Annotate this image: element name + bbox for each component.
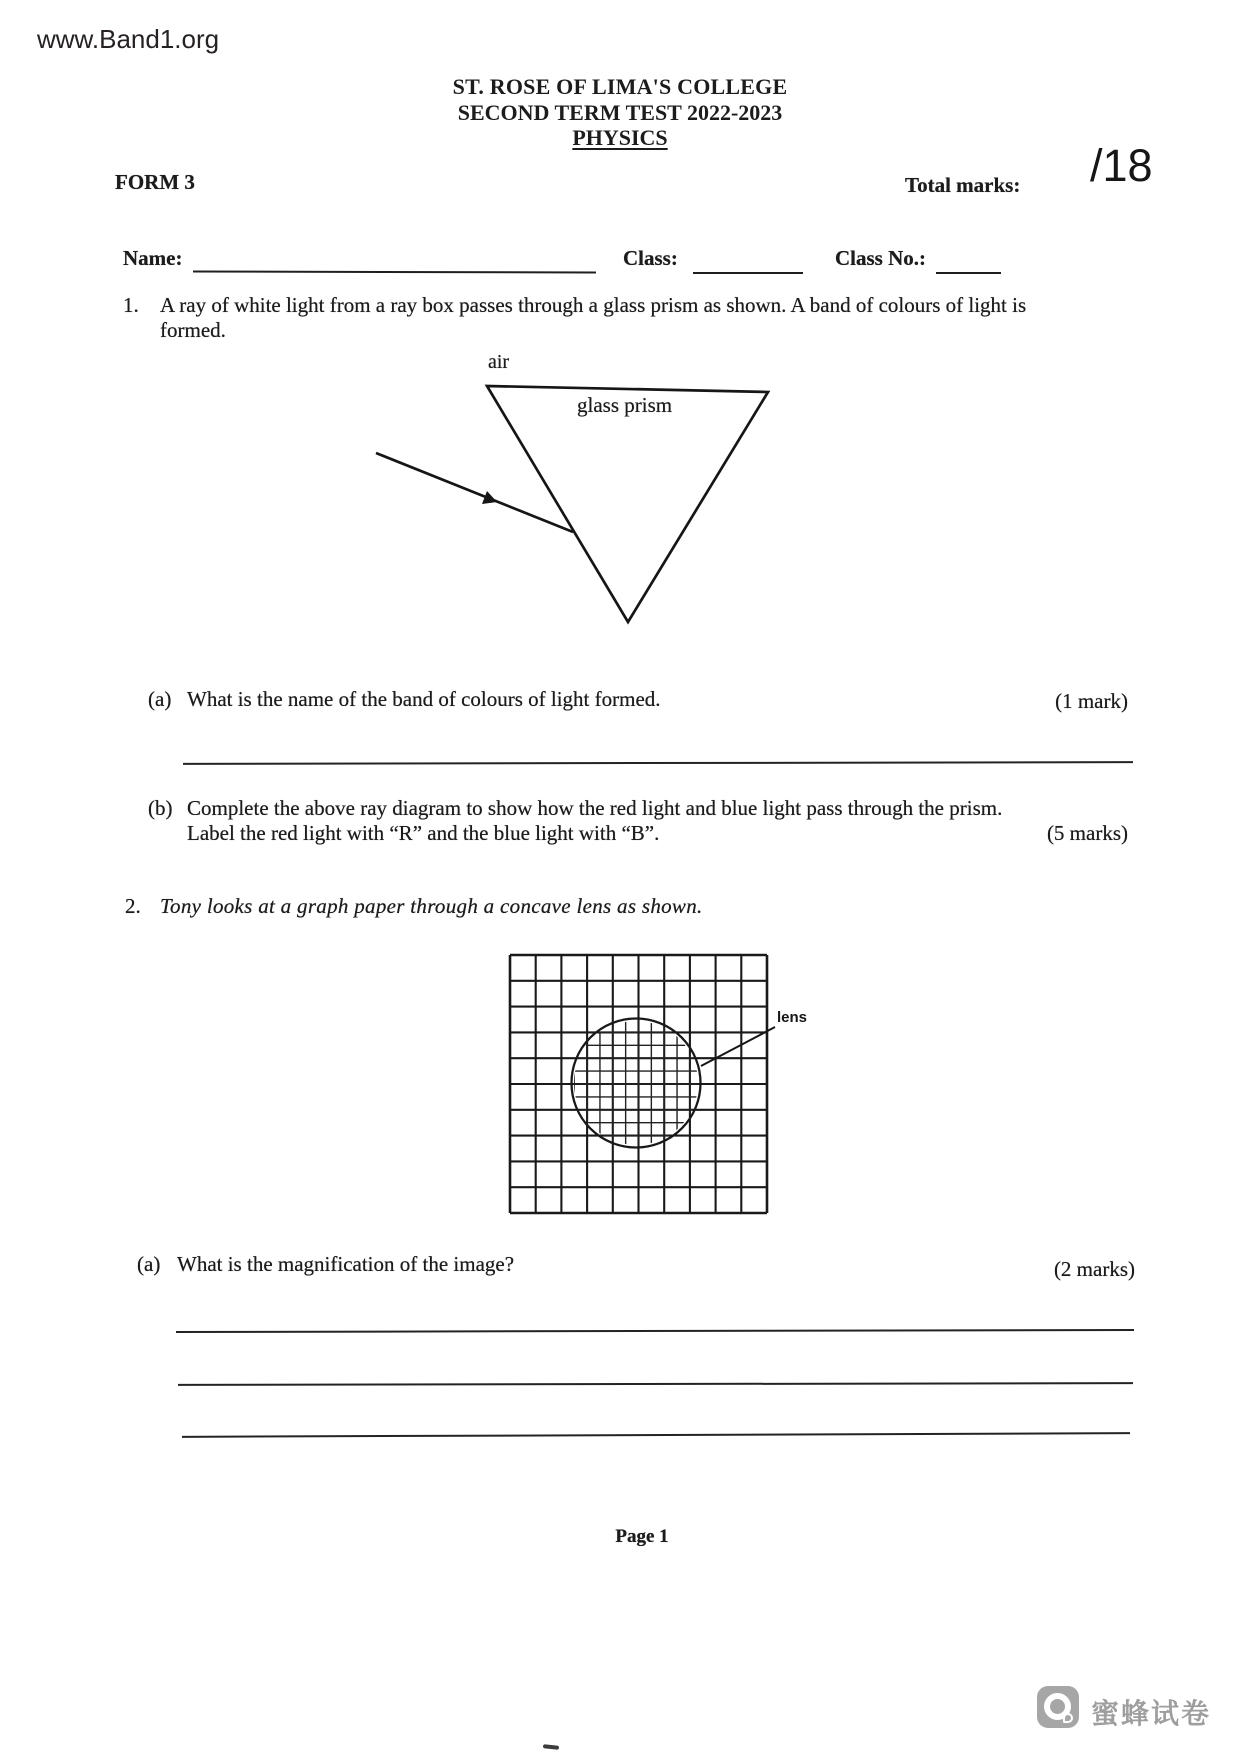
graph-grid [510,955,767,1213]
air-label: air [488,351,510,373]
graph-paper-diagram [510,955,775,1213]
class-field-line[interactable] [693,272,803,274]
lens-circle [572,1019,701,1148]
scan-artifact [543,1744,559,1750]
glass-prism-label: glass prism [577,393,673,417]
logo-bee-dot [1063,1713,1073,1723]
test-title: SECOND TERM TEST 2022-2023 [457,100,783,125]
q1b-text-line2: Label the red light with “R” and the blue light with “B”. [187,821,660,845]
q2a-marks: (2 marks) [1053,1257,1135,1281]
prism-diagram [376,386,768,622]
subject-title: PHYSICS [572,125,668,150]
q2a-answer-line-3[interactable] [182,1432,1130,1438]
ray-arrowhead [482,491,497,504]
q1-text-line2: formed. [160,318,226,342]
site-watermark: www.Band1.org [37,24,220,54]
name-field-line[interactable] [193,270,596,273]
total-marks-value: /18 [1090,140,1153,191]
q1b-label: (b) [148,796,173,820]
bee-exam-logo-icon [1037,1686,1079,1728]
lens-label: lens [777,1009,808,1026]
q1a-label: (a) [148,687,172,711]
q1-text [160,293,1150,343]
q1-number: 1. [123,293,139,317]
total-marks-label: Total marks: [905,173,1021,197]
class-no-label: Class No.: [835,246,927,270]
q2a-answer-line-1[interactable] [176,1329,1134,1333]
q1b-marks: (5 marks) [1046,821,1128,845]
q1-text-line1: A ray of white light from a ray box passes through a glass prism as shown. A band of colours of light is [160,293,1027,317]
q2a-answer-line-2[interactable] [178,1382,1133,1386]
brand-watermark: 蜜蜂试卷 [1091,1698,1212,1729]
diminished-image-grid [568,1016,704,1150]
page-number: Page 1 [615,1526,669,1547]
lens-pointer-line [701,1027,775,1066]
q2-text: Tony looks at a graph paper through a concave lens as shown. [160,894,703,918]
q1b-text-line1: Complete the above ray diagram to show how the red light and blue light pass through the prism. [187,796,1003,820]
q2a-text: What is the magnification of the image? [177,1252,515,1276]
q1a-answer-line[interactable] [183,761,1133,765]
class-label: Class: [623,246,678,270]
q1a-text: What is the name of the band of colours of light formed. [187,687,661,711]
name-label: Name: [123,246,183,270]
school-name: ST. ROSE OF LIMA'S COLLEGE [452,74,788,99]
q2a-label: (a) [137,1252,161,1276]
q1a-marks: (1 mark) [1055,689,1128,713]
q2-number: 2. [125,894,141,918]
form-level: FORM 3 [115,170,195,194]
q1b-text [187,796,1152,846]
class-no-field-line[interactable] [936,272,1001,274]
